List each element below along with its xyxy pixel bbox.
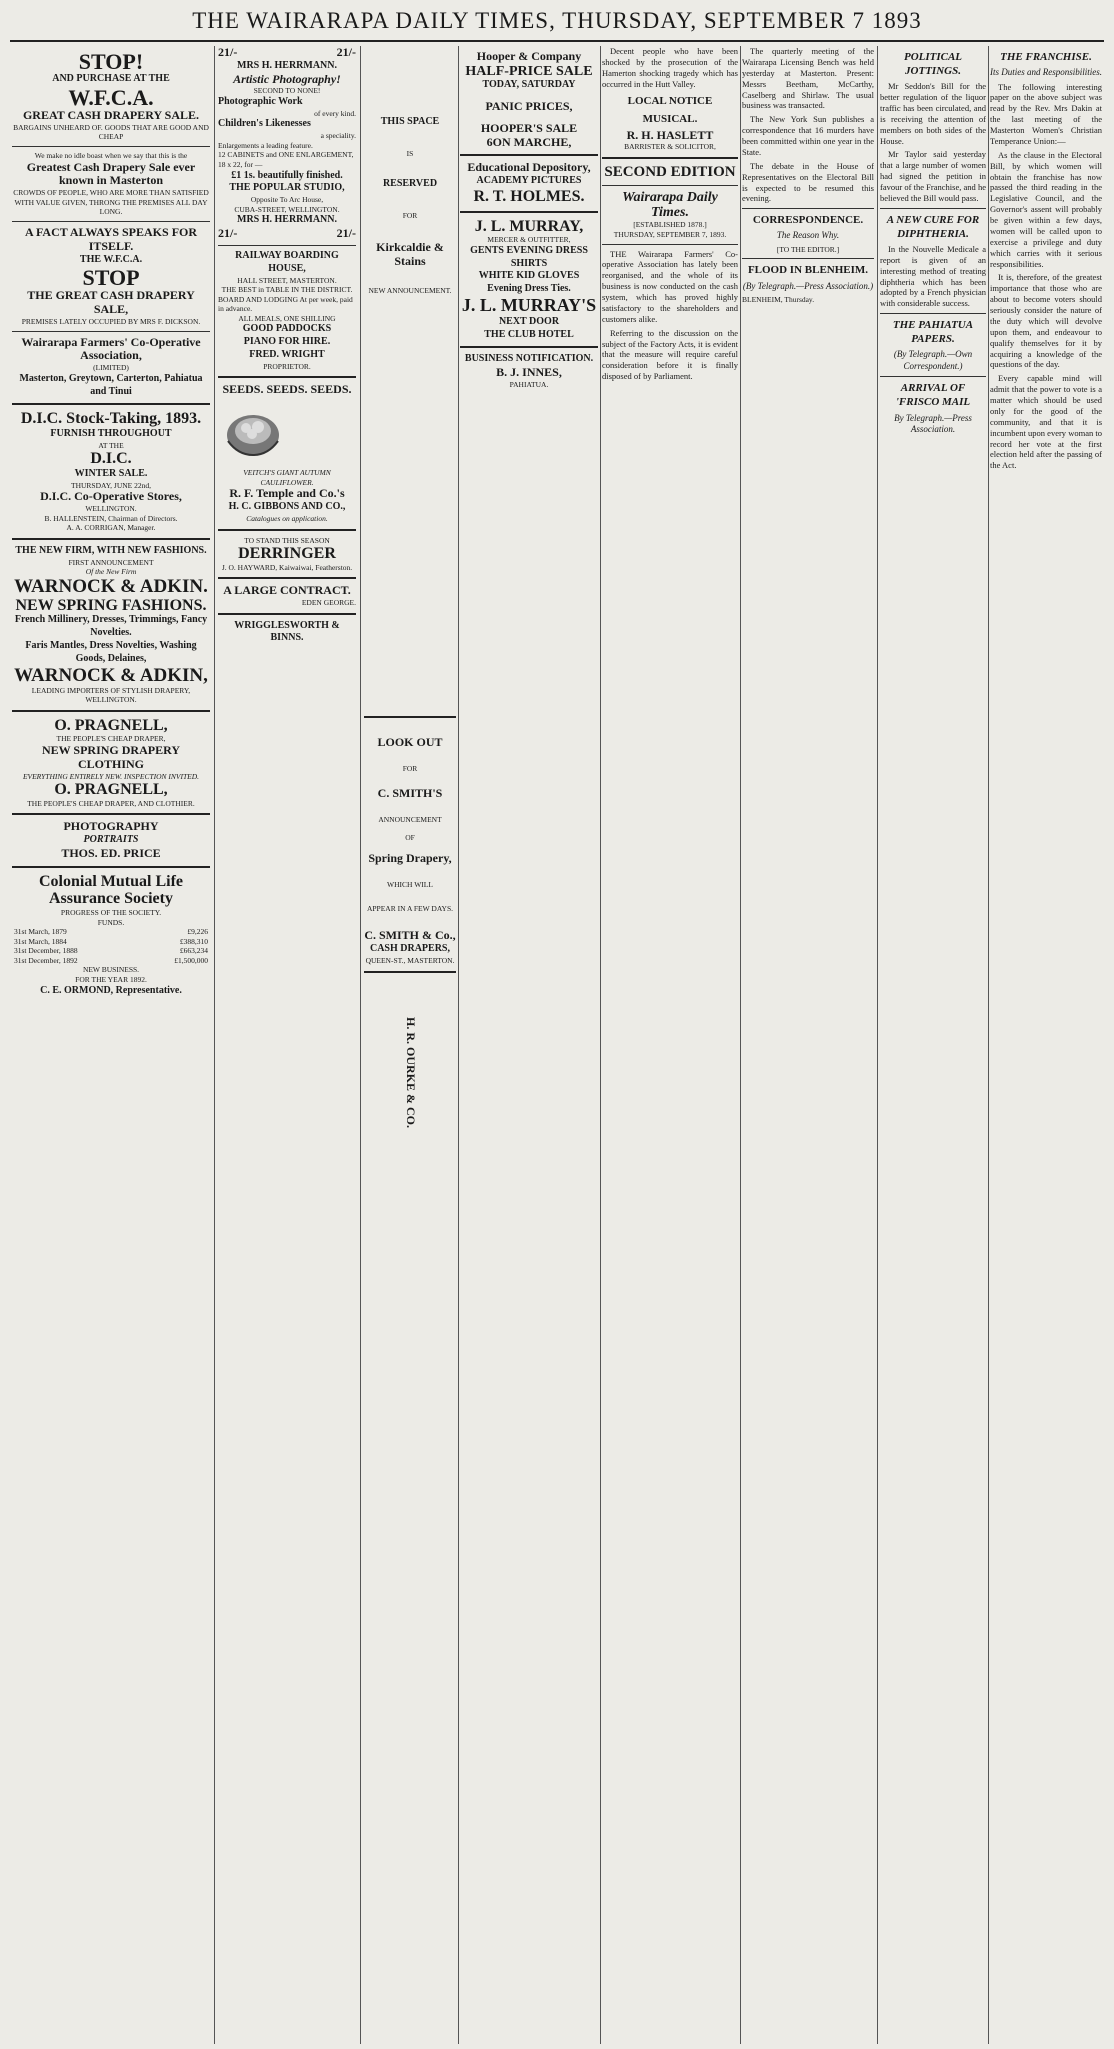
stand-season: TO STAND THIS SEASON — [244, 535, 330, 545]
divider — [12, 221, 210, 222]
dateline: BLENHEIM, Thursday. — [742, 295, 815, 305]
artistic-photography: Artistic Photography! — [233, 71, 341, 86]
appear: APPEAR IN A FEW DAYS. — [366, 903, 454, 913]
popular-studio: THE POPULAR STUDIO, — [229, 182, 345, 194]
panic-prices: PANIC PRICES, — [485, 98, 573, 113]
warnock-adkin: WARNOCK & ADKIN. — [14, 575, 208, 597]
divider — [364, 971, 456, 973]
first-announcement: FIRST ANNOUNCEMENT — [68, 557, 154, 567]
column-divider — [214, 46, 215, 2044]
divider — [460, 346, 598, 348]
agent-line: C. E. ORMOND, Representative. — [40, 984, 182, 996]
towns-line: Masterton, Greytown, Carterton, Pahiatua and Tinui — [19, 372, 203, 397]
column-divider — [740, 46, 741, 2044]
haslett: R. H. HASLETT — [626, 127, 714, 142]
great-cash-heading: GREAT CASH DRAPERY SALE. — [22, 107, 200, 122]
veitch-caption: VEITCH'S GIANT AUTUMN CAULIFLOWER. — [243, 468, 331, 487]
derringer: DERRINGER — [238, 545, 336, 563]
flood-heading: FLOOD IN BLENHEIM. — [747, 264, 869, 277]
funds-heading: FUNDS. — [97, 917, 125, 927]
french-millinery: French Millinery, Dresses, Trimmings, Fancy Novelties. — [14, 614, 208, 639]
wfca-sub: THE W.F.C.A. — [79, 253, 143, 265]
spring-drapery: Spring Drapery, — [368, 851, 452, 866]
telegraph-line: (By Telegraph.—Own Correspondent.) — [893, 349, 973, 371]
wrigglesworth-binns: WRIGGLESWORTH & BINNS. — [234, 619, 340, 644]
every-kind: of every kind. — [314, 108, 356, 118]
holmes: R. T. HOLMES. — [473, 187, 585, 205]
column-divider — [877, 46, 878, 2044]
new-cure-heading: A NEW CURE FOR DIPHTHERIA. — [886, 213, 980, 240]
column-divider — [988, 46, 989, 2044]
of-line: OF — [405, 832, 415, 842]
table-row — [12, 937, 210, 947]
article-body: The New York Sun publishes a correspondence that 16 murders have been committed within one year in the State. — [742, 114, 874, 157]
divider — [602, 185, 738, 186]
fund-date: 31st December, 1892 — [14, 955, 78, 965]
cash-drapers: CASH DRAPERS, — [369, 943, 450, 955]
reserved: RESERVED — [382, 178, 438, 190]
article-lead: The following interesting paper on the above subject was read by the Rev. Mrs Dakin at the last meeting of the Masterton Women's Christian Temperance Union:— — [990, 81, 1102, 146]
next-door: NEXT DOOR — [498, 315, 560, 327]
reason-why: The Reason Why. — [776, 230, 840, 241]
dic-heading: D.I.C. — [90, 450, 132, 468]
fund-date: 31st March, 1884 — [14, 936, 67, 946]
column-3-advertisements — [364, 46, 456, 2044]
dic-stocktaking: D.I.C. Stock-Taking, 1893. — [20, 410, 202, 428]
clothing-heading: CLOTHING — [77, 756, 144, 771]
bon-marche: 6ON MARCHE, — [486, 134, 572, 149]
column-4-advertisements — [460, 46, 598, 2044]
idle-boast: We make no idle boast when we say that this is the — [34, 150, 188, 160]
for-line-2: FOR — [402, 763, 418, 773]
stop-heading-2: STOP — [82, 265, 140, 291]
jl-murray: J. L. MURRAY, — [474, 217, 584, 235]
divider — [12, 146, 210, 147]
second-to-none: SECOND TO NONE! — [253, 86, 321, 96]
business-notification: BUSINESS NOTIFICATION. — [464, 353, 594, 365]
cheap-draper: THE PEOPLE'S CHEAP DRAPER, — [56, 734, 166, 744]
manager-line: A. A. CORRIGAN, Manager. — [66, 523, 156, 533]
cheap-draper-2: THE PEOPLE'S CHEAP DRAPER, AND CLOTHIER. — [27, 798, 195, 808]
temple-co: R. F. Temple and Co.'s — [229, 486, 345, 501]
herrmann-heading: MRS H. HERRMANN. — [237, 59, 337, 71]
column-2-advertisements — [218, 46, 356, 2044]
price-left: 21/- — [218, 226, 238, 241]
divider — [12, 813, 210, 815]
table-row — [12, 927, 210, 937]
column-5-news — [602, 46, 738, 2044]
progress-heading: PROGRESS OF THE SOCIETY. — [60, 907, 162, 917]
fact-heading: A FACT ALWAYS SPEAKS FOR ITSELF. — [24, 224, 198, 253]
article-body: It is, therefore, of the greatest importance that those who are about to become voters should seriously consider the nature of the duty which will devolve upon them, and endeavour to qualify themselves for it by acquiring a knowledge of the questions of the day. — [990, 272, 1102, 370]
second-edition: SECOND EDITION — [604, 164, 736, 181]
mercer: MERCER & OUTFITTER, — [487, 235, 571, 245]
article-body: Referring to the discussion on the subject of the Factory Acts, it is evident that the measure will require careful consideration before it is finally disposed of by Parliament. — [602, 327, 738, 382]
purchase-line: AND PURCHASE AT THE — [52, 73, 170, 85]
divider — [460, 154, 598, 156]
divider — [880, 376, 986, 377]
chairman-line: B. HALLENSTEIN, Chairman of Directors. — [44, 513, 178, 523]
divider — [12, 866, 210, 868]
divider — [218, 613, 356, 615]
portraits-heading: PORTRAITS — [83, 834, 139, 846]
barrister: BARRISTER & SOLICITOR, — [624, 142, 716, 152]
political-heading: POLITICAL JOTTINGS. — [903, 51, 963, 78]
great-cash-sale: THE GREAT CASH DRAPERY SALE, — [27, 288, 195, 317]
seeds-heading: SEEDS. SEEDS. SEEDS. — [222, 382, 352, 397]
divider — [218, 529, 356, 531]
piano-for-hire: PIANO FOR HIRE. — [243, 336, 331, 348]
enlargements: Enlargements a leading feature. — [218, 140, 313, 150]
crowds-line: CROWDS OF PEOPLE, WHO ARE MORE THAN SATISFIED WITH VALUE GIVEN, THRONG THE PREMISES ALL DAY LONG. — [13, 188, 209, 217]
best-table: THE BEST in TABLE IN THE DISTRICT. — [221, 285, 353, 295]
new-announcement: NEW ANNOUNCEMENT. — [368, 286, 452, 296]
new-spring-fashions: NEW SPRING FASHIONS. — [15, 596, 207, 614]
board-lodging: BOARD AND LODGING At per week, paid in advance. — [218, 294, 353, 314]
fred-wright: FRED. WRIGHT — [249, 349, 325, 361]
divider — [364, 716, 456, 718]
catalogues: Catalogues on application. — [246, 513, 328, 523]
winter-sale: WINTER SALE. — [74, 467, 148, 479]
cuba-street: CUBA-STREET, WELLINGTON. — [234, 204, 340, 214]
new-business: NEW BUSINESS. — [82, 965, 140, 975]
importers-line: LEADING IMPORTERS OF STYLISH DRAPERY, WELLINGTON. — [31, 685, 191, 705]
faris-mantles: Faris Mantles, Dress Novelties, Washing Goods, Delaines, — [25, 640, 197, 664]
white-gloves: WHITE KID GLOVES — [478, 270, 580, 282]
divider — [218, 376, 356, 378]
issue-date: THURSDAY, SEPTEMBER 7, 1893. — [613, 229, 727, 239]
wfca-heading: W.F.C.A. — [68, 84, 154, 110]
kirkcaldie-stains: Kirkcaldie & Stains — [376, 239, 444, 268]
column-divider — [360, 46, 361, 2044]
article-body: In the Nouvelle Medicale a report is given of an interesting method of treating diphtheria which has been adopted by a French physician with considerable success. — [880, 243, 986, 309]
furnish-line: FURNISH THROUGHOUT — [50, 427, 172, 439]
divider — [742, 258, 874, 259]
column-1-advertisements — [12, 46, 210, 2044]
for-line: FOR — [402, 211, 418, 221]
opposite-line: Opposite To Arc House, — [250, 195, 324, 205]
hrourke-vertical: H. R. OURKE & CO. — [403, 1017, 418, 1129]
dic-coop: D.I.C. Co-Operative Stores, — [40, 489, 182, 504]
which-will: WHICH WILL — [387, 880, 433, 890]
divider — [602, 157, 738, 159]
pahiatua-papers: THE PAHIATUA PAPERS. — [892, 319, 974, 346]
educational-depository: Educational Depository, — [467, 160, 591, 175]
table-row — [12, 946, 210, 956]
paper-title: Wairarapa Daily Times. — [622, 189, 718, 220]
all-meals: ALL MEALS, ONE SHILLING — [238, 313, 336, 323]
hooper-company: Hooper & Company — [476, 49, 582, 63]
fund-amount: £663,234 — [179, 946, 208, 956]
proprietor: PROPRIETOR. — [263, 361, 311, 371]
greatest-sale: Greatest Cash Drapery Sale ever known in Masterton — [26, 159, 196, 188]
gibbons-co: H. C. GIBBONS AND CO., — [228, 501, 346, 513]
innes: B. J. INNES, — [496, 365, 562, 380]
divider — [12, 710, 210, 712]
announcement: ANNOUNCEMENT — [378, 815, 442, 825]
paddocks: GOOD PADDOCKS — [242, 323, 332, 335]
to-editor: [TO THE EDITOR.] — [776, 244, 840, 254]
year-line: FOR THE YEAR 1892. — [75, 975, 147, 985]
today-saturday: TODAY, SATURDAY — [482, 79, 576, 91]
academy-pictures: ACADEMY PICTURES — [476, 175, 582, 187]
article-lead: Mr Seddon's Bill for the better regulation of the liquor traffic has been circulated, and is receiving the attention of members on both sides of the House. — [880, 81, 986, 146]
franchise-heading: THE FRANCHISE. — [1000, 51, 1092, 63]
frisco-mail: ARRIVAL OF 'FRISCO MAIL — [895, 382, 971, 409]
price-row — [218, 46, 356, 60]
funds-table — [12, 927, 210, 965]
masthead-title: THE WAIRARAPA DAILY TIMES, THURSDAY, SEPTEMBER 7 1893 — [192, 8, 922, 33]
franchise-sub: Its Duties and Responsibilities. — [990, 67, 1102, 78]
correspondence-heading: CORRESPONDENCE. — [752, 214, 864, 227]
column-divider — [600, 46, 601, 2044]
local-notice-heading: LOCAL NOTICE — [627, 94, 713, 107]
price-right: 21/- — [336, 226, 356, 241]
this-space: THIS SPACE — [380, 116, 440, 127]
telegraph-line: (By Telegraph.—Press Association.) — [742, 280, 874, 291]
csmith: C. SMITH'S — [377, 786, 443, 801]
price-row — [218, 227, 356, 241]
divider — [742, 208, 874, 209]
article-lead: Decent people who have been shocked by the prosecution of the Hamerton shocking tragedy which has occurred in the Hutt Valley. — [602, 46, 738, 89]
divider — [602, 244, 738, 245]
masthead-rule — [10, 40, 1104, 42]
divider — [460, 211, 598, 213]
article-body: Mr Taylor said yesterday that a large number of women had signed the petition in favour of the Franchise, and he believed the Bill would pass. — [880, 149, 986, 203]
is-line: IS — [406, 148, 414, 158]
large-contract: A LARGE CONTRACT. — [223, 583, 351, 598]
warnock-adkin-2: WARNOCK & ADKIN, — [14, 664, 208, 686]
children-likenesses: Children's Likenesses — [218, 118, 311, 130]
at-the: AT THE — [98, 440, 124, 450]
fund-amount: £388,310 — [179, 936, 208, 946]
wellington-line: WELLINGTON. — [85, 504, 137, 514]
bargains-line: BARGAINS UNHEARD OF. GOODS THAT ARE GOOD AND CHEAP — [13, 122, 209, 142]
thursday-line: THURSDAY, JUNE 22nd, — [70, 480, 151, 490]
column-6-news — [742, 46, 874, 2044]
half-price-sale: HALF-PRICE SALE — [465, 63, 593, 79]
photographic-work: Photographic Work — [218, 95, 303, 107]
divider — [12, 331, 210, 332]
article-body: Every capable mind will admit that the power to vote is a matter which should be used only for the good of the community, and that it is incumbent upon every woman to record her vote at the first election held after the passing of the Act. — [990, 373, 1102, 471]
price-heading: THOS. ED. PRICE — [61, 845, 161, 860]
masthead — [0, 0, 1114, 44]
queen-street: QUEEN-ST., MASTERTON. — [365, 955, 455, 965]
cabinets: 12 CABINETS and ONE ENLARGEMENT, 18 x 22, for — — [218, 150, 354, 169]
fund-amount: £9,226 — [187, 927, 208, 937]
column-7-news — [880, 46, 986, 2044]
established: [ESTABLISHED 1878.] — [633, 220, 707, 230]
club-hotel: THE CLUB HOTEL — [484, 328, 574, 340]
cauliflower-illustration — [218, 403, 288, 459]
hoopers-sale: HOOPER'S SALE — [480, 120, 578, 135]
jl-murrays: J. L. MURRAY'S — [461, 294, 597, 315]
price-left: 21/- — [218, 46, 238, 59]
article-body: THE Wairarapa Farmers' Co-operative Association has lately been reorganised, and the whole of its business is now conducted on the cash system, which has proved highly satisfactory to the shareholders and customers alike. — [602, 248, 738, 324]
wfca-association: Wairarapa Farmers' Co-Operative Association, — [21, 334, 201, 363]
divider — [218, 245, 356, 246]
telegraph-line-2: By Telegraph.—Press Association. — [894, 412, 972, 435]
pahiatua: PAHIATUA. — [509, 379, 549, 389]
fund-amount: £1,500,000 — [174, 955, 208, 965]
article-body: As the clause in the Electoral Bill, by which women will obtain the franchise has now passed the third reading in the Legislative Council, and the Governor's assent will probably be given within a few days, women will be called upon to exercise a privilege and duty which carries with it serious responsibilities. — [990, 149, 1102, 269]
price-right: 21/- — [336, 46, 356, 59]
musical-heading: MUSICAL. — [642, 112, 698, 125]
evening-ties: Evening Dress Ties. — [487, 283, 571, 295]
hayward: J. O. HAYWARD, Kaiwaiwai, Featherston. — [221, 562, 353, 572]
divider — [880, 208, 986, 209]
pragnell-heading-2: O. PRAGNELL, — [54, 781, 168, 799]
csmith-co: C. SMITH & Co., — [364, 928, 456, 943]
premises-line: PREMISES LATELY OCCUPIED BY MRS F. DICKSON. — [21, 317, 201, 327]
new-firm: THE NEW FIRM, WITH NEW FASHIONS. — [15, 544, 207, 556]
pragnell-heading: O. PRAGNELL, — [54, 716, 168, 734]
new-spring-drapery: NEW SPRING DRAPERY — [41, 742, 181, 757]
article-lead: The quarterly meeting of the Wairarapa Licensing Bench was held yesterday at Masterton. Present: Messrs Beetham, McCarthy, Caselberg and Shirlaw. The usual business was transacted. — [742, 46, 874, 111]
photography-heading: PHOTOGRAPHY — [63, 819, 159, 834]
article-body: The debate in the House of Representatives on the Electoral Bill is expected to be resumed this evening. — [742, 160, 874, 204]
speciality: a speciality. — [320, 131, 356, 141]
one-pound: £1 1s. beautifully finished. — [231, 169, 343, 181]
divider — [880, 313, 986, 314]
eden-george: EDEN GEORGE. — [301, 598, 356, 608]
divider — [12, 403, 210, 405]
stop-heading: STOP! — [78, 49, 144, 74]
fund-date: 31st December, 1888 — [14, 946, 78, 956]
herrmann-heading-2: MRS H. HERRMANN. — [237, 214, 337, 226]
divider — [12, 538, 210, 540]
table-row — [12, 956, 210, 966]
hall-street: HALL STREET, MASTERTON. — [237, 275, 337, 285]
railway-boarding: RAILWAY BOARDING HOUSE, — [235, 249, 339, 274]
gents-shirts: GENTS EVENING DRESS SHIRTS — [470, 244, 588, 269]
divider — [218, 577, 356, 579]
column-8-news — [990, 46, 1102, 2044]
column-divider — [458, 46, 459, 2044]
colonial-mutual: Colonial Mutual Life Assurance Society — [38, 872, 183, 908]
everything-new: EVERYTHING ENTIRELY NEW. INSPECTION INVITED. — [22, 771, 200, 781]
limited-line: (LIMITED) — [93, 363, 129, 373]
of-firm: Of the New Firm — [85, 567, 137, 577]
fund-date: 31st March, 1879 — [14, 927, 67, 937]
lookout: LOOK OUT — [377, 734, 443, 749]
